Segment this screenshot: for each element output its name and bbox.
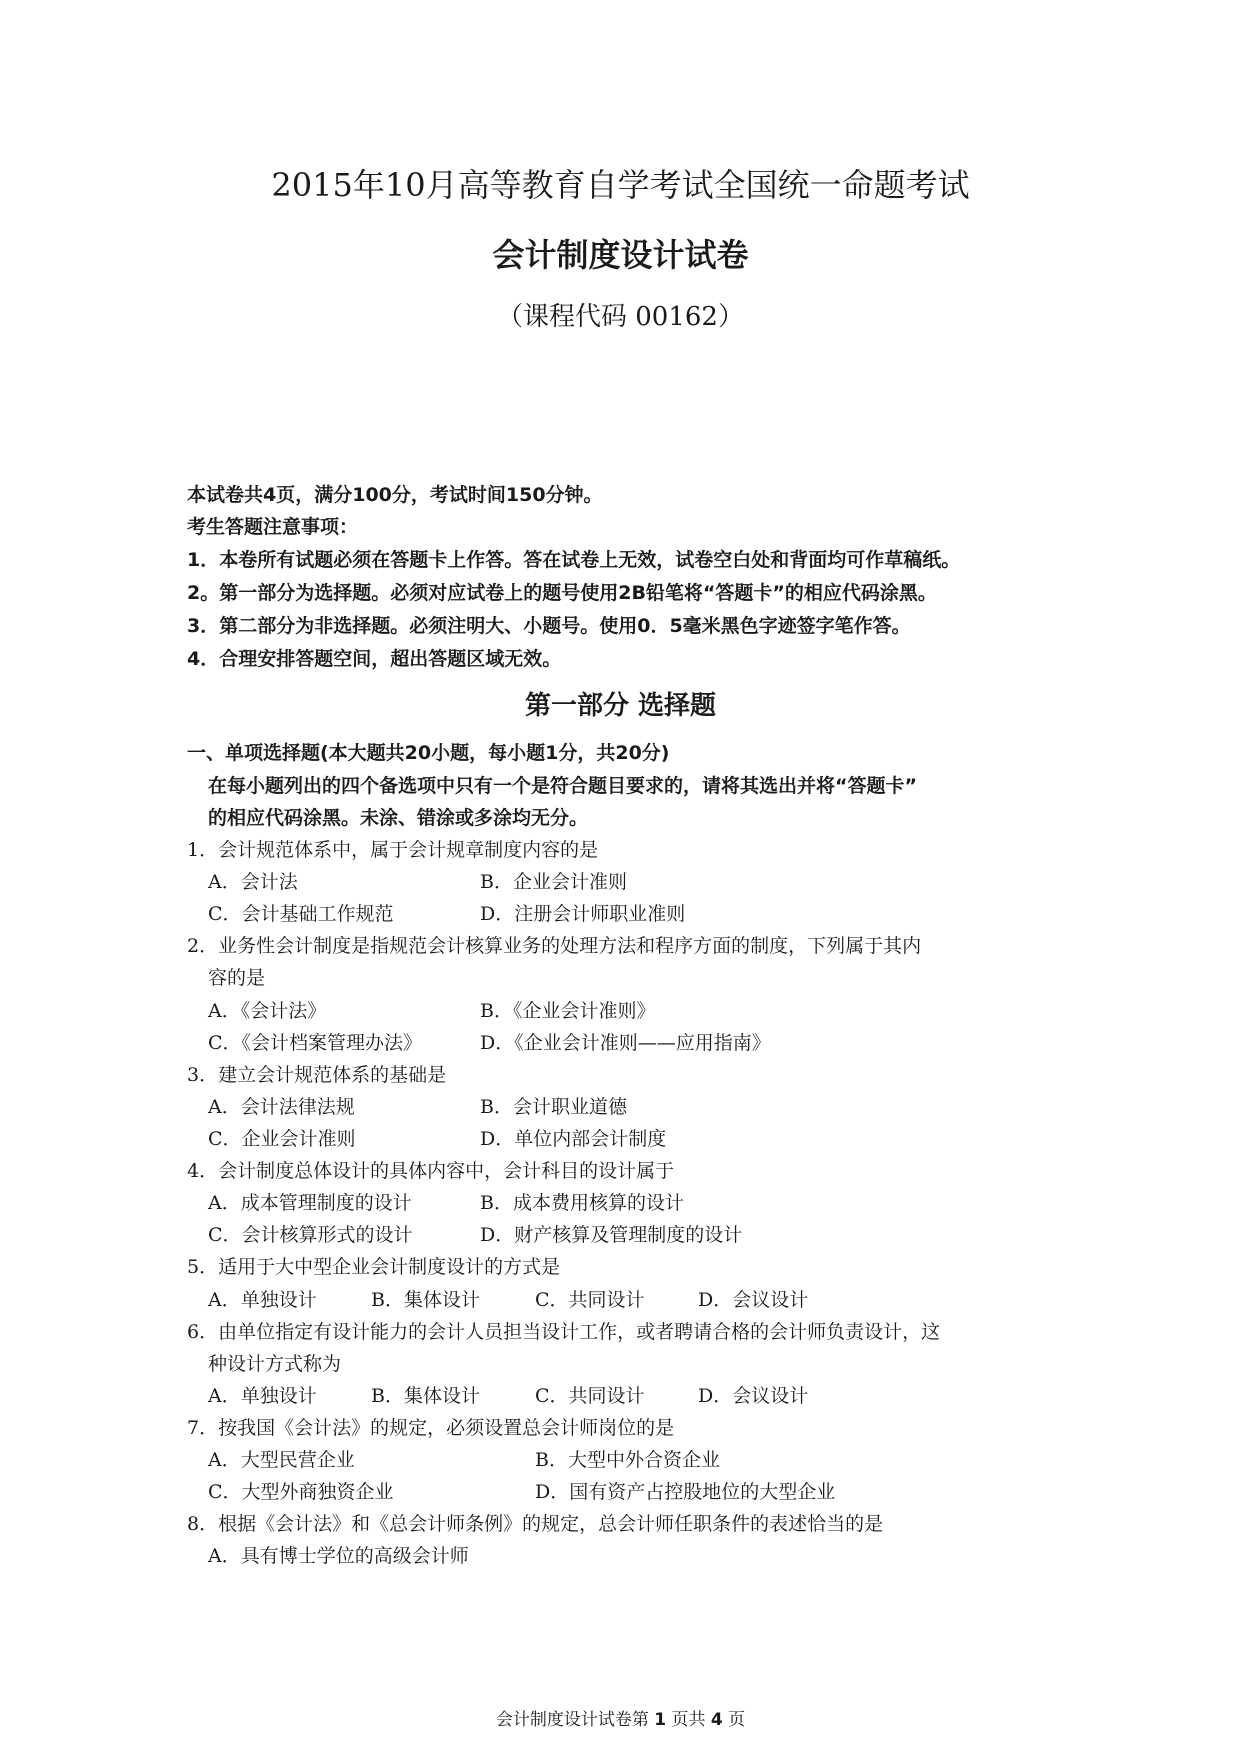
option-b: B．大型中外合资企业 <box>535 1449 720 1471</box>
footer-page-number: 1 <box>654 1710 667 1730</box>
question-stem: 5．适用于大中型企业会计制度设计的方式是 <box>187 1256 561 1278</box>
option-d: D．财产核算及管理制度的设计 <box>480 1224 743 1246</box>
subject-title: 会计制度设计试卷 <box>492 236 749 274</box>
option-a: A．成本管理制度的设计 <box>208 1192 412 1214</box>
footer-prefix: 会计制度设计试卷第 <box>495 1710 649 1730</box>
option-c: C．共同设计 <box>535 1385 645 1407</box>
footer-middle: 页共 <box>671 1710 706 1730</box>
section-instruction: 在每小题列出的四个备选项中只有一个是符合题目要求的，请将其选出并将“答题卡” <box>208 775 917 797</box>
notice-item: 1．本卷所有试题必须在答题卡上作答。答在试卷上无效，试卷空白处和背面均可作草稿纸。 <box>187 549 961 571</box>
question-stem: 4．会计制度总体设计的具体内容中，会计科目的设计属于 <box>187 1160 675 1182</box>
question-stem: 2．业务性会计制度是指规范会计核算业务的处理方法和程序方面的制度，下列属于其内 <box>187 935 922 957</box>
option-a: A．具有博士学位的高级会计师 <box>208 1545 469 1567</box>
question-stem: 6．由单位指定有设计能力的会计人员担当设计工作，或者聘请合格的会计师负责设计，这 <box>187 1321 941 1343</box>
option-a: A．大型民营企业 <box>208 1449 355 1471</box>
option-b: B．集体设计 <box>371 1289 480 1311</box>
option-c: C．会计基础工作规范 <box>208 903 394 925</box>
option-c: C．企业会计准则 <box>208 1128 356 1150</box>
footer-suffix: 页 <box>728 1710 746 1730</box>
exam-title: 2015年10月高等教育自学考试全国统一命题考试 <box>271 166 970 204</box>
notice-item: 4．合理安排答题空间，超出答题区域无效。 <box>187 648 562 670</box>
notice-heading: 考生答题注意事项： <box>187 516 359 538</box>
course-code: （课程代码 00162） <box>497 302 744 332</box>
section-heading: 一、单项选择题(本大题共20小题，每小题1分，共20分) <box>187 742 670 764</box>
footer-total-pages: 4 <box>710 1710 723 1730</box>
question-stem: 1．会计规范体系中，属于会计规章制度内容的是 <box>187 839 599 861</box>
option-a: A．会计法律法规 <box>208 1096 355 1118</box>
question-stem: 8．根据《会计法》和《总会计师条例》的规定，总会计师任职条件的表述恰当的是 <box>187 1513 884 1535</box>
option-d: D．注册会计师职业准则 <box>480 903 686 925</box>
option-b: B．会计职业道德 <box>480 1096 627 1118</box>
option-a: A．单独设计 <box>208 1289 317 1311</box>
option-a: A．单独设计 <box>208 1385 317 1407</box>
option-d: D．会议设计 <box>698 1385 809 1407</box>
option-d: D．会议设计 <box>698 1289 809 1311</box>
option-b: B．集体设计 <box>371 1385 480 1407</box>
option-c: C．会计核算形式的设计 <box>208 1224 413 1246</box>
section-instruction: 的相应代码涂黑。未涂、错涂或多涂均无分。 <box>208 807 589 829</box>
question-stem: 7．按我国《会计法》的规定，必须设置总会计师岗位的是 <box>187 1417 675 1439</box>
option-b: B．企业会计准则 <box>480 871 627 893</box>
notice-item: 2。第一部分为选择题。必须对应试卷上的题号使用2B铅笔将“答题卡”的相应代码涂黑。 <box>187 582 937 604</box>
question-stem-continued: 种设计方式称为 <box>208 1353 342 1375</box>
option-a: A．《会计法》 <box>208 1000 327 1022</box>
option-c: C．大型外商独资企业 <box>208 1481 394 1503</box>
question-stem: 3．建立会计规范体系的基础是 <box>187 1064 447 1086</box>
part1-title: 第一部分 选择题 <box>524 691 717 721</box>
option-b: B．成本费用核算的设计 <box>480 1192 684 1214</box>
option-c: C．《会计档案管理办法》 <box>208 1032 423 1054</box>
page-footer <box>0 1705 1241 1730</box>
option-d: D．国有资产占控股地位的大型企业 <box>535 1481 836 1503</box>
option-d: D．单位内部会计制度 <box>480 1128 667 1150</box>
notice-summary: 本试卷共4页，满分100分，考试时间150分钟。 <box>187 484 603 506</box>
question-stem-continued: 容的是 <box>208 967 266 989</box>
option-a: A．会计法 <box>208 871 298 893</box>
option-c: C．共同设计 <box>535 1289 645 1311</box>
option-d: D．《企业会计准则——应用指南》 <box>480 1032 771 1054</box>
notice-item: 3．第二部分为非选择题。必须注明大、小题号。使用0．5毫米黑色字迹签字笔作答。 <box>187 615 911 637</box>
option-b: B．《企业会计准则》 <box>480 1000 656 1022</box>
